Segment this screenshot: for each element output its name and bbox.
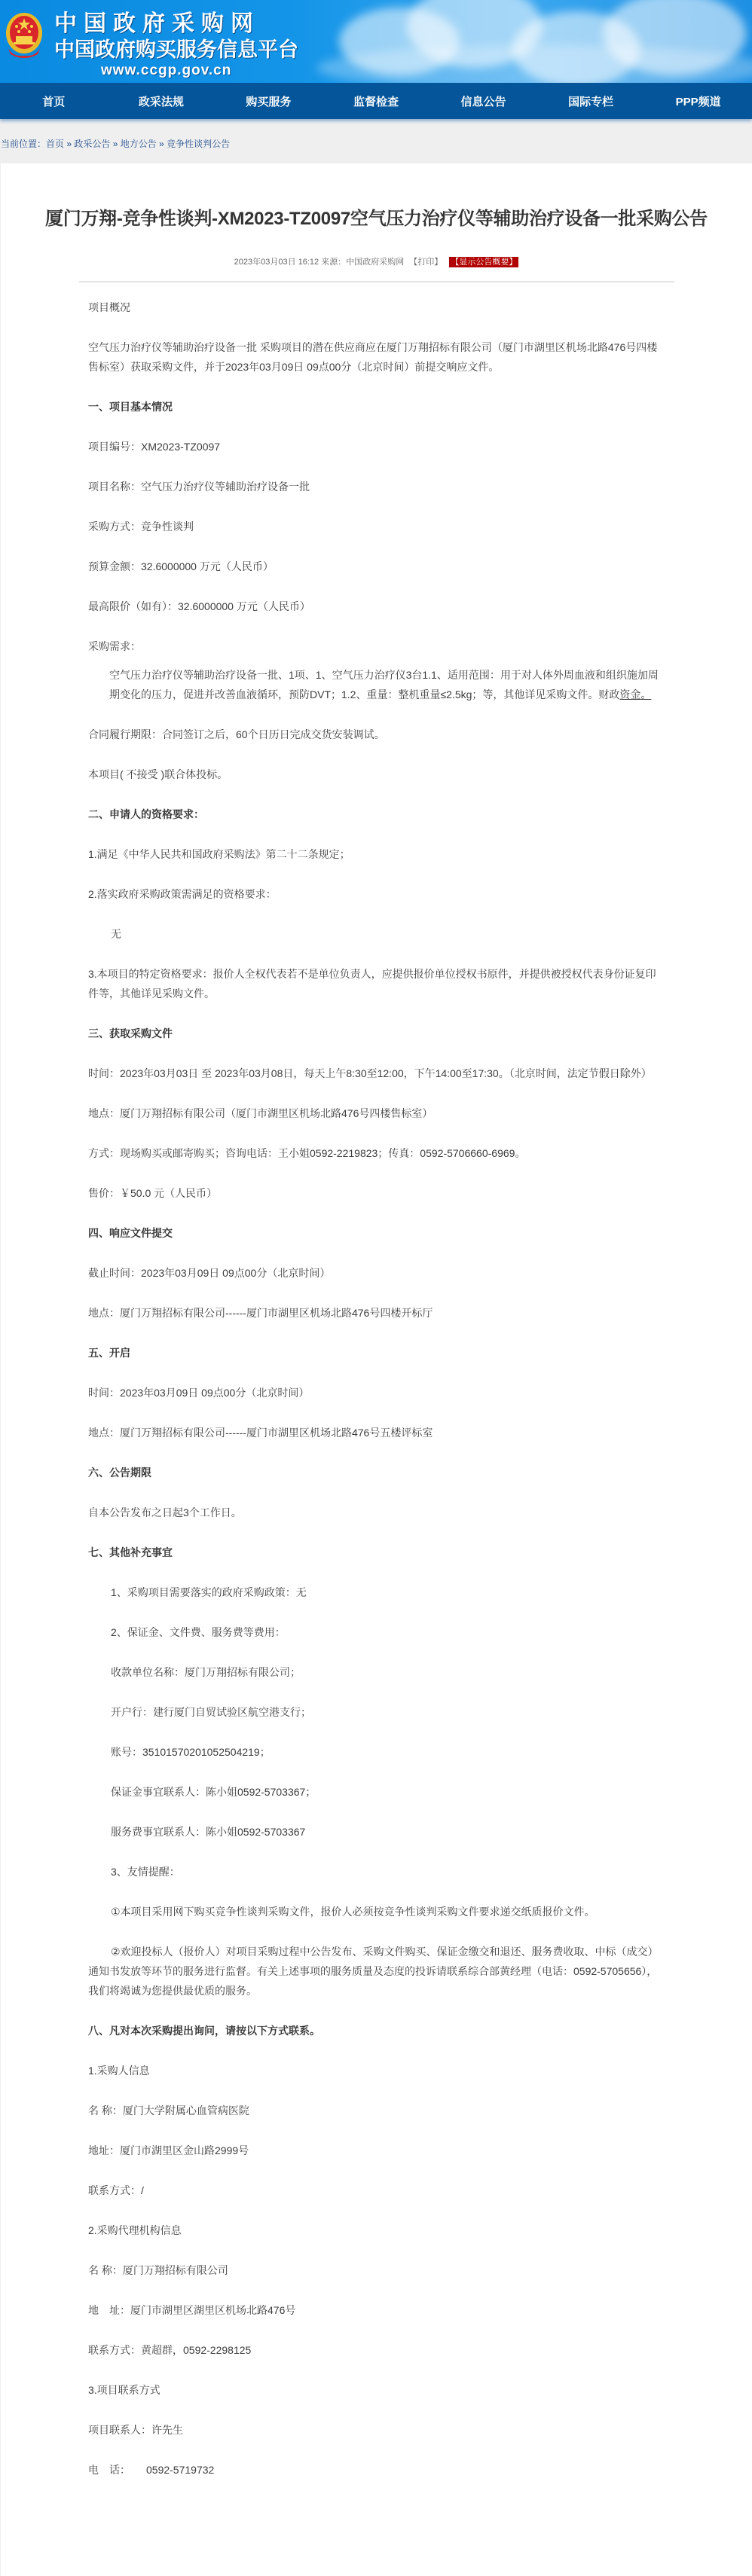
overview-heading: 项目概况 <box>88 301 130 313</box>
document-price: 售价：￥50.0 元（人民币） <box>88 1187 218 1199</box>
breadcrumb-separator: » <box>64 139 75 149</box>
reminder-1: ①本项目采用网下购买竞争性谈判采购文件，报价人必须按竞争性谈判采购文件要求递交纸质报价文件。 <box>111 1906 595 1918</box>
reminder-2: ②欢迎投标人（报价人）对项目采购过程中公告发布、采购文件购买、保证金缴交和退还、服务费收取、中标（成交）通知书发放等环节的服务进行监督。有关上述事项的服务质量及态度的投诉请联系综合部黄经理（电话：0592-5705656），我们将竭诚为您提供最优质的服务。 <box>88 1946 659 1997</box>
payee-name: 收款单位名称：厦门万翔招标有限公司； <box>111 1666 301 1678</box>
document-place: 地点：厦门万翔招标有限公司（厦门市湖里区机场北路476号四楼售标室） <box>88 1107 433 1119</box>
demand-text-body: 空气压力治疗仪等辅助治疗设备一批、1项、1、空气压力治疗仪3台1.1、适用范围：用于对人体外周血液和组织施加周期变化的压力，促进并改善血液循环，预防DVT；1.2、重量：整机重量≤2.5kg；等，其他详见采购文件。财政 <box>109 669 659 700</box>
nav-item-purchase-services[interactable]: 购买服务 <box>246 95 292 108</box>
opening-time: 时间：2023年03月09日 09点00分（北京时间） <box>88 1387 310 1399</box>
site-banner <box>0 0 752 83</box>
consortium-note: 本项目( 不接受 )联合体投标。 <box>88 768 228 780</box>
fee-contact: 服务费事宜联系人：陈小姐0592-5703367 <box>111 1826 306 1838</box>
article-source: 来源：中国政府采购网 <box>321 258 405 267</box>
agency-name: 名 称：厦门万翔招标有限公司 <box>88 2264 228 2276</box>
nav-item-regulations[interactable]: 政采法规 <box>138 95 184 108</box>
agency-contact: 联系方式：黄超群，0592-2298125 <box>88 2344 252 2356</box>
breadcrumb-local-announcements[interactable]: 地方公告 <box>120 139 157 149</box>
demand-text-funding: 资金。 <box>619 688 652 700</box>
supplement-1: 1、采购项目需要落实的政府采购政策：无 <box>111 1586 307 1598</box>
section-7-heading: 七、其他补充事宜 <box>88 1546 173 1558</box>
overview-text: 空气压力治疗仪等辅助治疗设备一批 采购项目的潜在供应商应在厦门万翔招标有限公司（厦门市湖里区机场北路476号四楼售标室）获取采购文件，并于2023年03月09日 09点00分（北京时间）前提交响应文件。 <box>88 341 658 373</box>
deposit-contact: 保证金事宜联系人：陈小姐0592-5703367； <box>111 1786 316 1798</box>
breadcrumb-separator: » <box>156 139 167 149</box>
project-number: 项目编号：XM2023-TZ0097 <box>88 441 221 453</box>
supplement-2: 2、保证金、文件费、服务费等费用： <box>111 1626 286 1638</box>
demand-text <box>88 665 665 704</box>
bank-name: 开户行：建行厦门自贸试验区航空港支行； <box>111 1706 311 1718</box>
show-summary-button[interactable]: 【显示公告概要】 <box>451 258 518 267</box>
qualification-2-value: 无 <box>111 928 121 940</box>
section-1-heading: 一、项目基本情况 <box>88 401 173 413</box>
section-6-heading: 六、公告期限 <box>88 1467 151 1479</box>
logo-url: www.ccgp.gov.cn <box>101 63 232 78</box>
nav-item-supervision[interactable]: 监督检查 <box>353 95 399 108</box>
national-emblem-icon <box>5 11 44 60</box>
contract-term: 合同履行期限：合同签订之后，60个日历日完成交货安装调试。 <box>88 728 385 740</box>
opening-place: 地点：厦门万翔招标有限公司------厦门市湖里区机场北路476号五楼评标室 <box>88 1427 433 1439</box>
breadcrumb-gov-announcements[interactable]: 政采公告 <box>74 139 111 149</box>
breadcrumb-prefix: 当前位置： <box>1 139 47 149</box>
nav-item-ppp[interactable]: PPP频道 <box>675 95 721 108</box>
nav-item-announcements[interactable]: 信息公告 <box>460 95 506 108</box>
article-body <box>1 298 752 2480</box>
nav-item-home[interactable]: 首页 <box>42 95 66 108</box>
announcement-period: 自本公告发布之日起3个工作日。 <box>88 1506 242 1518</box>
account-number: 账号：35101570201052504219； <box>111 1746 271 1758</box>
submission-place: 地点：厦门万翔招标有限公司------厦门市湖里区机场北路476号四楼开标厅 <box>88 1307 433 1319</box>
project-contact-label: 3.项目联系方式 <box>88 2384 160 2396</box>
procurement-method: 采购方式：竞争性谈判 <box>88 520 194 533</box>
title-divider <box>79 281 674 282</box>
qualification-2: 2.落实政府采购政策需满足的资格要求： <box>88 888 277 900</box>
purchaser-name: 名 称：厦门大学附属心血管病医院 <box>88 2104 249 2117</box>
purchaser-address: 地址：厦门市湖里区金山路2999号 <box>88 2144 249 2156</box>
project-contact-phone: 电 话： 0592-5719732 <box>88 2464 215 2476</box>
purchaser-contact: 联系方式：/ <box>88 2184 144 2196</box>
submission-deadline: 截止时间：2023年03月09日 09点00分（北京时间） <box>88 1267 331 1279</box>
section-5-heading: 五、开启 <box>88 1347 130 1359</box>
logo-title: 中国政府采购网 <box>54 11 260 36</box>
document-time: 时间：2023年03月03日 至 2023年03月08日，每天上午8:30至12:00，下午14:00至17:30。（北京时间，法定节假日除外） <box>88 1067 652 1079</box>
section-2-heading: 二、申请人的资格要求： <box>88 808 204 820</box>
page-title: 厦门万翔-竞争性谈判-XM2023-TZ0097空气压力治疗仪等辅助治疗设备一批采购公告 <box>45 209 708 229</box>
project-name: 项目名称：空气压力治疗仪等辅助治疗设备一批 <box>88 481 310 493</box>
section-4-heading: 四、响应文件提交 <box>88 1227 173 1239</box>
breadcrumb-separator: » <box>110 139 121 149</box>
article-meta <box>1 255 752 269</box>
breadcrumb-home[interactable]: 首页 <box>46 139 65 149</box>
section-3-heading: 三、获取采购文件 <box>88 1027 173 1039</box>
project-contact-person: 项目联系人：许先生 <box>88 2424 183 2436</box>
logo-subtitle: 中国政府购买服务信息平台 <box>54 38 298 61</box>
qualification-1: 1.满足《中华人民共和国政府采购法》第二十二条规定； <box>88 848 350 860</box>
supplement-3: 3、友情提醒： <box>111 1866 180 1878</box>
demand-label: 采购需求： <box>88 640 141 652</box>
breadcrumb <box>0 119 752 163</box>
publish-date: 2023年03月03日 16:12 <box>234 258 319 267</box>
main-nav <box>0 83 752 119</box>
budget-amount: 预算金额：32.6000000 万元（人民币） <box>88 560 274 572</box>
max-price: 最高限价（如有）：32.6000000 万元（人民币） <box>88 600 310 612</box>
print-link[interactable]: 【打印】 <box>409 258 443 267</box>
site-logo[interactable] <box>54 11 298 80</box>
article-panel <box>1 163 752 2576</box>
nav-item-international[interactable]: 国际专栏 <box>568 95 614 108</box>
breadcrumb-negotiation-announcements[interactable]: 竞争性谈判公告 <box>167 139 231 149</box>
document-way: 方式：现场购买或邮寄购买；咨询电话：王小姐0592-2219823；传真：0592-5706660-6969。 <box>88 1147 526 1159</box>
qualification-3: 3.本项目的特定资格要求：报价人全权代表若不是单位负责人，应提供报价单位授权书原件，并提供被授权代表身份证复印件等，其他详见采购文件。 <box>88 968 656 1000</box>
purchaser-label: 1.采购人信息 <box>88 2065 150 2077</box>
section-8-heading: 八、凡对本次采购提出询问，请按以下方式联系。 <box>88 2025 320 2037</box>
agency-address: 地 址：厦门市湖里区湖里区机场北路476号 <box>88 2304 296 2316</box>
agency-label: 2.采购代理机构信息 <box>88 2224 182 2236</box>
